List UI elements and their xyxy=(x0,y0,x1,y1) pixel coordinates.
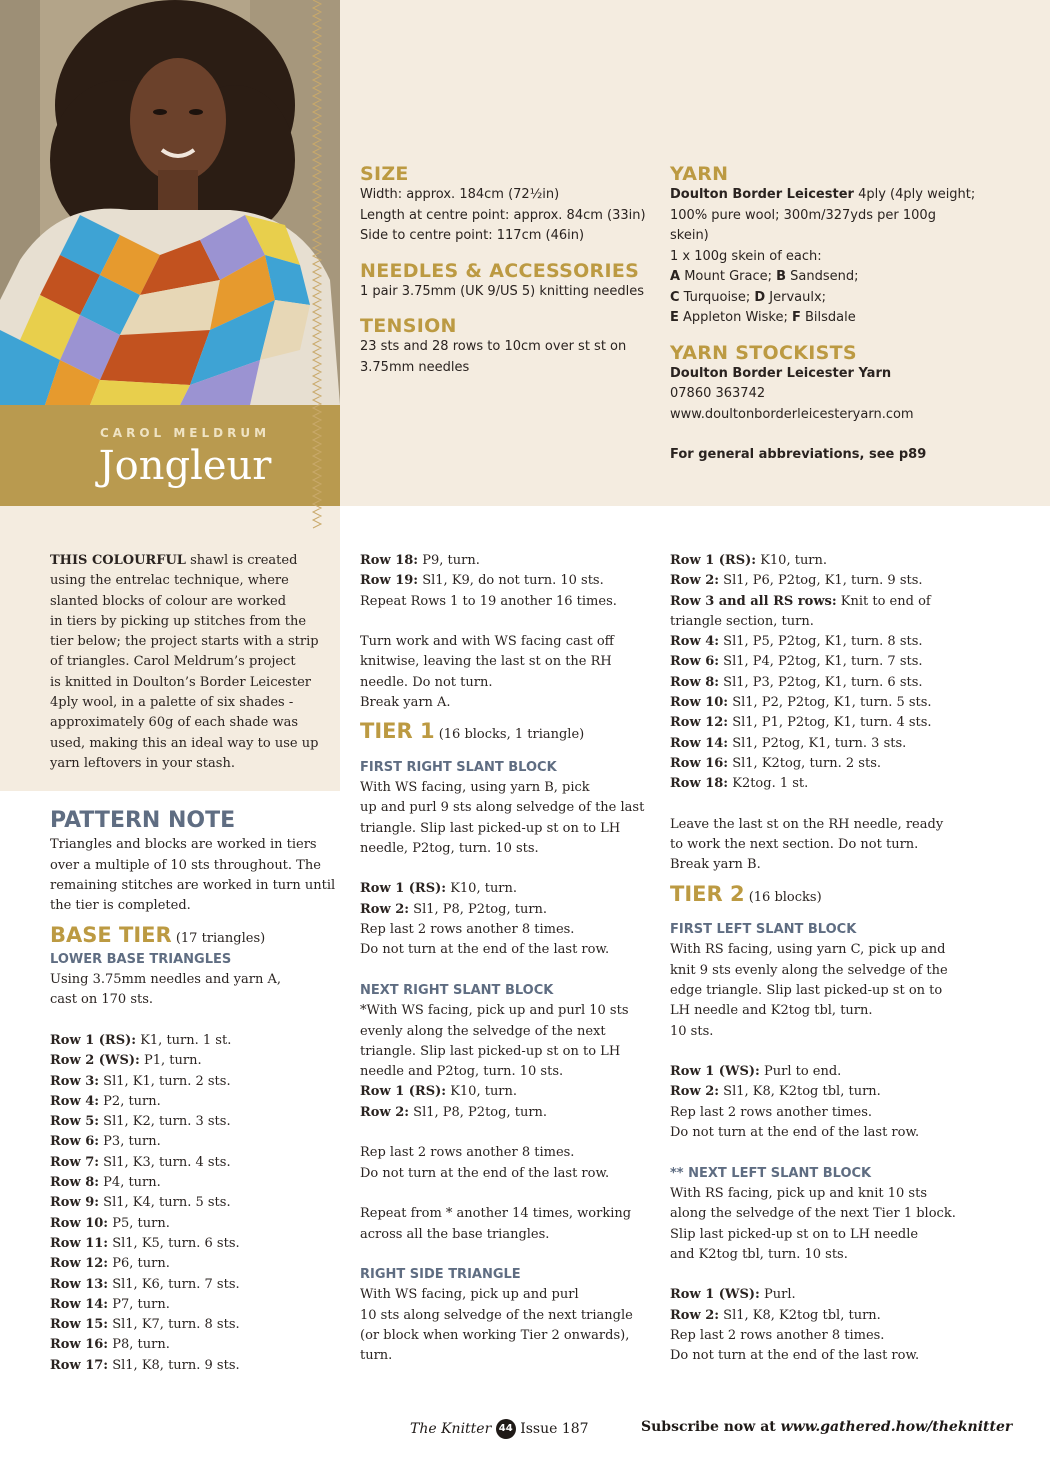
pattern-note-line: remaining stitches are worked in turn until xyxy=(50,877,336,893)
row-line xyxy=(50,1214,350,1234)
row-line xyxy=(670,673,1000,693)
yarn-shades-ab xyxy=(670,267,1000,288)
row-line xyxy=(360,900,660,920)
yarn-shades-ef xyxy=(670,308,1000,329)
pattern-title: Jongleur xyxy=(98,443,272,489)
row-label: Row 14: xyxy=(670,735,729,751)
row-text: Purl. xyxy=(759,1287,796,1303)
yarn-line-1 xyxy=(670,185,1000,206)
text-line: to work the next section. Do not turn. xyxy=(670,837,919,853)
row-text: Sl1, P2, P2tog, K1, turn. 5 sts. xyxy=(728,695,932,711)
intro-line: 4ply wool, in a palette of six shades - xyxy=(50,695,294,711)
row-text: Sl1, P4, P2tog, K1, turn. 7 sts. xyxy=(719,654,923,670)
magazine-name: The Knitter xyxy=(410,1421,492,1437)
page-footer xyxy=(410,1419,589,1439)
needles-heading: NEEDLES & ACCESSORIES xyxy=(360,259,640,282)
yarn-heading: YARN xyxy=(670,163,729,185)
text-line: *With WS facing, pick up and purl 10 sts xyxy=(360,1003,629,1019)
row-line xyxy=(50,1112,350,1132)
intro-line: is knitted in Doulton’s Border Leicester xyxy=(50,674,311,690)
row-line xyxy=(670,774,1000,794)
row-text: K10, turn. xyxy=(756,553,828,568)
row-label: Row 13: xyxy=(50,1276,109,1292)
row-label: Row 19: xyxy=(360,573,419,589)
text-line: With WS facing, using yarn B, pick xyxy=(360,779,590,795)
row-label: Row 2: xyxy=(670,1307,720,1323)
row-text: Sl1, P8, P2tog, turn. xyxy=(409,901,548,917)
row-line xyxy=(50,1335,350,1355)
text-line: triangle. Slip last picked-up st on to LH xyxy=(360,820,621,836)
row-text: K10, turn. xyxy=(446,881,518,897)
shade-f-name: Bilsdale xyxy=(800,310,856,325)
page-number: 44 xyxy=(496,1419,516,1439)
size-heading: SIZE xyxy=(360,163,409,185)
text-line: Rep last 2 rows another times. xyxy=(670,1104,873,1120)
row-line xyxy=(670,632,1000,652)
text-line: knit 9 sts evenly along the selvedge of the xyxy=(670,962,948,978)
row-label: Row 11: xyxy=(50,1235,109,1251)
text-line: knitwise, leaving the last st on the RH xyxy=(360,654,612,670)
pattern-note-line: Triangles and blocks are worked in tiers xyxy=(50,837,317,853)
text-line: With RS facing, using yarn C, pick up and xyxy=(670,942,946,958)
yarn-line-3: skein) xyxy=(670,228,709,243)
abbreviations-note xyxy=(670,445,1000,466)
yarn-weight: 4ply (4ply weight; xyxy=(853,187,976,202)
row-text: P8, turn. xyxy=(108,1337,170,1353)
right-side-triangle-heading: RIGHT SIDE TRIANGLE xyxy=(360,1267,521,1283)
row-label: Row 2 (WS): xyxy=(50,1053,140,1069)
row-text: Sl1, K4, turn. 5 sts. xyxy=(99,1195,231,1211)
row-line xyxy=(50,1275,350,1295)
intro-line: slanted blocks of colour are worked xyxy=(50,593,287,609)
row-label: Row 3 and all RS rows: xyxy=(670,593,837,609)
size-side: Side to centre point: 117cm (46in) xyxy=(360,228,585,243)
row-line xyxy=(50,1234,350,1254)
row-line xyxy=(670,652,1000,672)
intro-line: using the entrelac technique, where xyxy=(50,573,289,589)
shade-b-letter: B xyxy=(776,269,787,284)
text-line: along the selvedge of the next Tier 1 block. xyxy=(670,1206,956,1222)
shade-f-letter: F xyxy=(791,310,801,325)
text-line: Leave the last st on the RH needle, ready xyxy=(670,816,944,832)
base-rows-list xyxy=(50,1031,350,1376)
next-left-slant-heading: ** NEXT LEFT SLANT BLOCK xyxy=(670,1165,872,1181)
row-label: Row 10: xyxy=(670,695,729,711)
row-line xyxy=(360,879,660,899)
stockist-name xyxy=(670,364,1000,385)
lower-base-triangles-heading: LOWER BASE TRIANGLES xyxy=(50,951,232,967)
tier-1-count: (16 blocks, 1 triangle) xyxy=(434,727,585,743)
text-line: Do not turn at the end of the last row. xyxy=(360,942,610,958)
text-line: Rep last 2 rows another 8 times. xyxy=(360,922,575,938)
row-line xyxy=(670,734,1000,754)
text-line: Rep last 2 rows another 8 times. xyxy=(670,1327,885,1343)
row-text: Sl1, P6, P2tog, K1, turn. 9 sts. xyxy=(719,573,923,589)
row-text: Sl1, P2tog, K1, turn. 3 sts. xyxy=(728,735,907,751)
row-label: Row 1 (WS): xyxy=(670,1064,760,1080)
intro-first: shawl is created xyxy=(185,553,298,568)
row-text: Sl1, P5, P2tog, K1, turn. 8 sts. xyxy=(719,634,923,650)
row-line xyxy=(50,1295,350,1315)
subscribe-text: Subscribe now at xyxy=(641,1419,781,1435)
stockist-phone: 07860 363742 xyxy=(670,386,766,401)
row-text: P9, turn. xyxy=(418,553,480,568)
first-right-slant-heading: FIRST RIGHT SLANT BLOCK xyxy=(360,759,557,775)
tier-2-title: TIER 2 xyxy=(670,881,745,906)
row-line xyxy=(50,1254,350,1274)
issue-number: Issue 187 xyxy=(520,1421,589,1437)
row-line xyxy=(50,1072,350,1092)
row-line xyxy=(50,1031,350,1051)
next-right-slant-heading: NEXT RIGHT SLANT BLOCK xyxy=(360,982,554,998)
text-line: Do not turn at the end of the last row. xyxy=(670,1125,920,1141)
row-text: P5, turn. xyxy=(108,1215,170,1231)
designer-name: CAROL MELDRUM xyxy=(99,426,271,440)
row-label: Row 12: xyxy=(670,715,729,731)
intro-line: in tiers by picking up stitches from the xyxy=(50,613,307,629)
stockists-heading: YARN STOCKISTS xyxy=(670,341,857,364)
text-line: (or block when working Tier 2 onwards), xyxy=(360,1327,630,1343)
text-line: across all the base triangles. xyxy=(360,1226,550,1242)
row-text: Sl1, K2tog, turn. 2 sts. xyxy=(728,755,881,771)
row-text: Sl1, K8, K2tog tbl, turn. xyxy=(719,1084,881,1100)
yarn-line-2: 100% pure wool; 300m/327yds per 100g xyxy=(670,207,936,223)
tier-2-heading xyxy=(670,881,1000,908)
shade-a-letter: A xyxy=(670,269,681,284)
text-line: evenly along the selvedge of the next xyxy=(360,1023,606,1039)
row-text: P3, turn. xyxy=(99,1134,161,1150)
row-text: Sl1, P3, P2tog, K1, turn. 6 sts. xyxy=(719,674,923,690)
text-line: 10 sts. xyxy=(670,1023,714,1039)
body-column-2 xyxy=(360,551,660,1367)
intro-line: tier below; the project starts with a strip xyxy=(50,634,319,650)
shade-d-name: Jervaulx; xyxy=(765,289,827,305)
intro-lead: THIS COLOURFUL xyxy=(50,553,186,568)
text-line: LH needle and K2tog tbl, turn. xyxy=(670,1003,873,1019)
row-line xyxy=(50,1153,350,1173)
text-line: 10 sts along selvedge of the next triangle xyxy=(360,1307,633,1323)
needles-text: 1 pair 3.75mm (UK 9/US 5) knitting needles xyxy=(360,283,645,299)
row-label: Row 18: xyxy=(360,553,419,568)
text-line: Break yarn B. xyxy=(670,857,761,873)
row-label: Row 14: xyxy=(50,1296,109,1312)
row-label: Row 4: xyxy=(50,1093,100,1109)
stockist-website[interactable]: www.doultonborderleicesteryarn.com xyxy=(670,406,914,422)
tier-1-title: TIER 1 xyxy=(360,719,435,744)
row-label: Row 16: xyxy=(50,1337,109,1353)
text-line: With WS facing, pick up and purl xyxy=(360,1287,579,1303)
row-text: Sl1, K5, turn. 6 sts. xyxy=(108,1235,240,1251)
text-line: edge triangle. Slip last picked-up st on to xyxy=(670,982,943,998)
row-text: Sl1, K1, turn. 2 sts. xyxy=(99,1073,231,1089)
row-label: Row 1 (WS): xyxy=(670,1287,760,1303)
row-line xyxy=(670,1306,1000,1326)
text-line: up and purl 9 sts along selvedge of the last xyxy=(360,800,645,816)
row-line xyxy=(50,1132,350,1152)
pattern-note-line: the tier is completed. xyxy=(50,898,191,914)
row-text: Knit to end of xyxy=(836,593,931,609)
row-label: Row 6: xyxy=(670,654,720,670)
row-line xyxy=(360,1103,660,1123)
row-label: Row 15: xyxy=(50,1317,109,1333)
row-text: P2, turn. xyxy=(99,1093,161,1109)
row-line xyxy=(50,1193,350,1213)
row-text: Sl1, K8, turn. 9 sts. xyxy=(108,1357,240,1373)
first-left-slant-heading: FIRST LEFT SLANT BLOCK xyxy=(670,922,857,938)
tier-1-heading xyxy=(360,721,660,745)
row-text: K1, turn. 1 st. xyxy=(136,1032,232,1048)
row-label: Row 1 (RS): xyxy=(670,553,757,568)
base-tier-count: (17 triangles) xyxy=(171,931,266,947)
info-column-left xyxy=(360,163,660,378)
intro-line: of triangles. Carol Meldrum’s project xyxy=(50,654,296,670)
row-text: Sl1, P8, P2tog, turn. xyxy=(409,1104,548,1120)
base-tier-title: BASE TIER xyxy=(50,923,172,948)
shade-b-name: Sandsend; xyxy=(786,269,859,284)
row-line xyxy=(50,1051,350,1071)
row-line xyxy=(50,1315,350,1335)
row-line xyxy=(50,1356,350,1376)
text-line: turn. xyxy=(360,1348,393,1364)
text-line: needle, P2tog, turn. 10 sts. xyxy=(360,840,539,856)
row-line xyxy=(50,1173,350,1193)
row-label: Row 1 (RS): xyxy=(50,1032,137,1048)
tension-line-2: 3.75mm needles xyxy=(360,359,470,375)
row-text: Sl1, K8, K2tog tbl, turn. xyxy=(719,1307,881,1323)
row-text: Sl1, K2, turn. 3 sts. xyxy=(99,1114,231,1130)
base-tier-heading xyxy=(50,925,350,949)
row-line xyxy=(50,1092,350,1112)
text-line: Do not turn at the end of the last row. xyxy=(360,1165,610,1181)
row-line xyxy=(670,1082,1000,1102)
triangle-rows-list xyxy=(670,632,1000,794)
size-width: Width: approx. 184cm (72½in) xyxy=(360,187,560,202)
row-text: P7, turn. xyxy=(108,1296,170,1312)
row-text: P1, turn. xyxy=(139,1053,202,1069)
text-line: Repeat from * another 14 times, working xyxy=(360,1206,632,1222)
row-label: Row 7: xyxy=(50,1154,100,1170)
text-line: Turn work and with WS facing cast off xyxy=(360,634,614,650)
text-line: With RS facing, pick up and knit 10 sts xyxy=(670,1185,927,1201)
row-label: Row 3: xyxy=(50,1073,100,1089)
row-label: Row 12: xyxy=(50,1256,109,1272)
shade-a-name: Mount Grace; xyxy=(680,269,777,284)
row-line xyxy=(670,1285,1000,1305)
row-label: Row 5: xyxy=(50,1114,100,1130)
row-text: Sl1, K7, turn. 8 sts. xyxy=(108,1317,240,1333)
model-photo xyxy=(0,0,340,405)
row-line xyxy=(360,1082,660,1102)
shade-c-name: Turquoise; xyxy=(679,289,755,305)
text-line: triangle. Slip last picked-up st on to LH xyxy=(360,1043,621,1059)
text-line: triangle section, turn. xyxy=(670,613,814,629)
row-label: Row 2: xyxy=(360,901,410,917)
row-label: Row 1 (RS): xyxy=(360,881,447,897)
body-column-1 xyxy=(50,551,350,1376)
text-line: needle. Do not turn. xyxy=(360,674,493,690)
size-length: Length at centre point: approx. 84cm (33in) xyxy=(360,207,646,223)
shade-e-name: Appleton Wiske; xyxy=(678,310,792,325)
stitch-edge-decoration xyxy=(310,0,324,530)
cast-on-line: Using 3.75mm needles and yarn A, xyxy=(50,972,281,988)
row-label: Row 10: xyxy=(50,1215,109,1231)
stockist-name-text: Doulton Border Leicester Yarn xyxy=(670,365,892,381)
subscribe-url[interactable]: www.gathered.how/theknitter xyxy=(780,1419,1013,1435)
pattern-note-heading: PATTERN NOTE xyxy=(50,808,236,834)
row-label: Row 17: xyxy=(50,1357,109,1373)
text-line: Slip last picked-up st on to LH needle xyxy=(670,1226,919,1242)
cast-on-line: cast on 170 sts. xyxy=(50,992,154,1008)
text-line: Rep last 2 rows another 8 times. xyxy=(360,1145,575,1161)
row-line xyxy=(670,592,1000,612)
row-line xyxy=(670,571,1000,591)
row-text: Sl1, K9, do not turn. 10 sts. xyxy=(418,573,604,589)
tier-2-count: (16 blocks) xyxy=(744,889,822,905)
shade-e-letter: E xyxy=(670,310,679,325)
row-label: Row 8: xyxy=(50,1175,100,1191)
row-line xyxy=(670,713,1000,733)
row-label: Row 2: xyxy=(360,1104,410,1120)
intro-line xyxy=(50,551,350,571)
body-column-3 xyxy=(670,551,1000,1367)
intro-line: used, making this an ideal way to use up xyxy=(50,735,319,751)
row-label: Row 8: xyxy=(670,674,720,690)
row-line xyxy=(670,1062,1000,1082)
tension-line-1: 23 sts and 28 rows to 10cm over st st on xyxy=(360,339,627,354)
row-label: Row 6: xyxy=(50,1134,100,1150)
row-text: K2tog. 1 st. xyxy=(728,776,809,792)
row-label: Row 4: xyxy=(670,634,720,650)
intro-line: approximately 60g of each shade was xyxy=(50,715,299,731)
subscribe-footer xyxy=(641,1419,1012,1435)
row-label: Row 1 (RS): xyxy=(360,1084,447,1100)
row-text: Sl1, P1, P2tog, K1, turn. 4 sts. xyxy=(728,715,932,731)
row-text: K10, turn. xyxy=(446,1084,518,1100)
row-text: Sl1, K3, turn. 4 sts. xyxy=(99,1154,231,1170)
row-text: P4, turn. xyxy=(99,1175,161,1191)
text-line: needle and P2tog, turn. 10 sts. xyxy=(360,1064,564,1080)
row-line xyxy=(360,571,660,591)
intro-line: yarn leftovers in your stash. xyxy=(50,755,235,771)
text-line: Break yarn A. xyxy=(360,695,451,711)
row-line xyxy=(670,754,1000,774)
row-text: P6, turn. xyxy=(108,1256,170,1272)
row-line xyxy=(360,551,660,571)
shade-c-letter: C xyxy=(670,289,680,305)
yarn-shades-cd xyxy=(670,288,1000,309)
info-column-right xyxy=(670,163,1000,466)
repeat-line: Repeat Rows 1 to 19 another 16 times. xyxy=(360,593,617,609)
row-label: Row 2: xyxy=(670,1084,720,1100)
row-label: Row 16: xyxy=(670,755,729,771)
row-line xyxy=(670,551,1000,571)
text-line: and K2tog tbl, turn. 10 sts. xyxy=(670,1246,848,1262)
shade-d-letter: D xyxy=(754,289,766,305)
yarn-line-4: 1 x 100g skein of each: xyxy=(670,248,822,264)
text-line: Do not turn at the end of the last row. xyxy=(670,1348,920,1364)
row-text: Sl1, K6, turn. 7 sts. xyxy=(108,1276,240,1292)
pattern-note-line: over a multiple of 10 sts throughout. The xyxy=(50,857,321,873)
row-label: Row 9: xyxy=(50,1195,100,1211)
tension-heading: TENSION xyxy=(360,315,457,337)
row-line xyxy=(670,693,1000,713)
abbreviations-text: For general abbreviations, see p89 xyxy=(670,447,927,462)
row-text: Purl to end. xyxy=(759,1064,842,1080)
row-label: Row 18: xyxy=(670,776,729,792)
row-label: Row 2: xyxy=(670,573,720,589)
yarn-brand: Doulton Border Leicester xyxy=(670,187,854,202)
